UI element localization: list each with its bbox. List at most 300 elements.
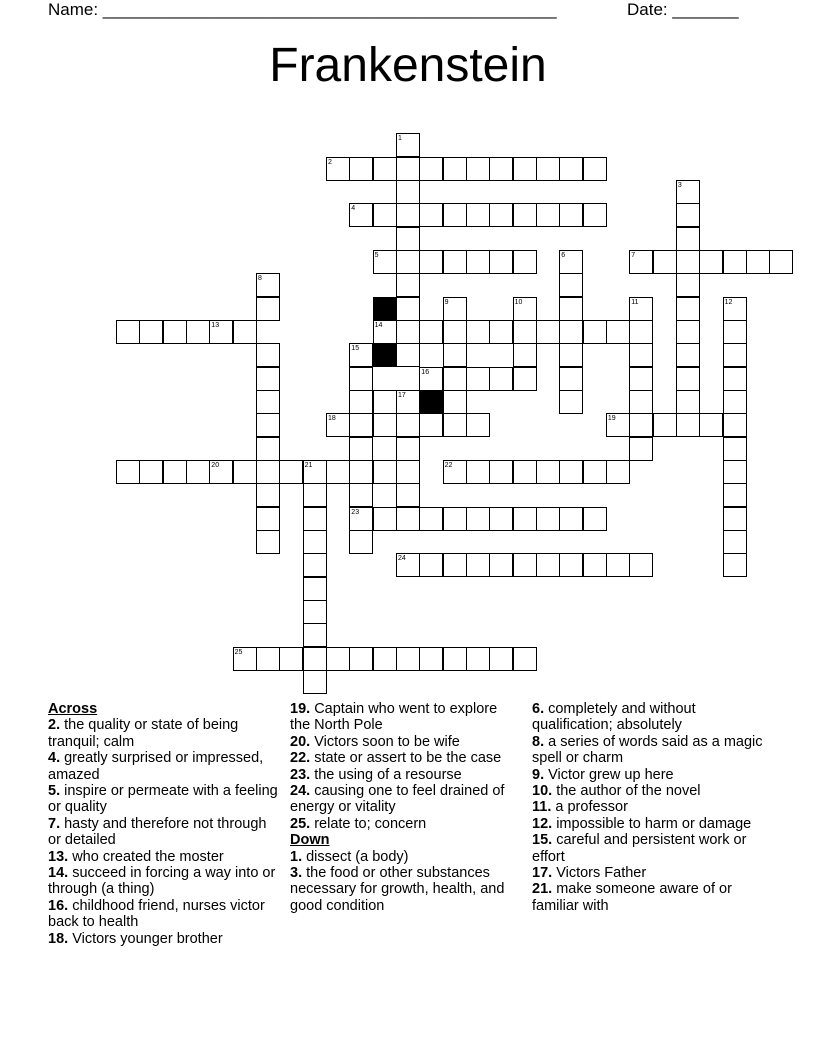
crossword-cell[interactable] xyxy=(233,647,257,671)
clue-text: the author of the novel xyxy=(552,783,701,800)
clues-column-2 xyxy=(290,701,520,914)
crossword-cell[interactable] xyxy=(279,460,303,484)
crossword-cell[interactable] xyxy=(396,157,420,181)
crossword-cell[interactable] xyxy=(699,250,723,274)
crossword-cell[interactable] xyxy=(396,180,420,204)
clue-number: 15 xyxy=(351,345,360,353)
clue-number: 14 xyxy=(374,322,383,329)
crossword-cell[interactable] xyxy=(723,507,747,531)
crossword-cell[interactable] xyxy=(583,507,607,531)
down-clue xyxy=(532,767,768,783)
crossword-cell[interactable] xyxy=(303,623,327,647)
crossword-cell[interactable] xyxy=(209,460,233,484)
crossword-cell[interactable] xyxy=(326,413,350,437)
across-clue xyxy=(48,865,278,898)
crossword-cell[interactable] xyxy=(653,413,677,437)
clue-number: 7 xyxy=(631,252,636,259)
crossword-cell[interactable] xyxy=(116,320,140,344)
crossword-cell[interactable] xyxy=(396,413,420,437)
crossword-cell[interactable] xyxy=(559,297,583,321)
crossword-cell[interactable] xyxy=(723,530,747,554)
crossword-cell[interactable] xyxy=(536,507,560,531)
clue-text: who created the moster xyxy=(68,848,224,865)
clue-number-label: 25. xyxy=(290,815,311,832)
crossword-cell[interactable] xyxy=(676,343,700,367)
crossword-cell[interactable] xyxy=(513,367,537,391)
crossword-cell[interactable] xyxy=(513,343,537,367)
clue-number-label: 10. xyxy=(532,783,553,800)
clue-text: inspire or permeate with a feeling or quality xyxy=(48,783,278,816)
crossword-cell[interactable] xyxy=(233,460,257,484)
crossword-cell[interactable] xyxy=(279,647,303,671)
crossword-cell[interactable] xyxy=(583,320,607,344)
crossword-cell[interactable] xyxy=(513,553,537,577)
crossword-cell[interactable] xyxy=(303,553,327,577)
crossword-cell[interactable] xyxy=(256,530,280,554)
crossword-cell[interactable] xyxy=(513,297,537,321)
clue-number: 6 xyxy=(561,252,566,259)
clue-text: Victors Father xyxy=(552,865,647,882)
crossword-cell[interactable] xyxy=(396,273,420,297)
crossword-cell[interactable] xyxy=(513,250,537,274)
clue-text: relate to; concern xyxy=(310,815,427,832)
down-clue xyxy=(532,734,768,767)
crossword-cell[interactable] xyxy=(419,203,443,227)
clue-number: 5 xyxy=(374,252,379,259)
name-line: Name: ________________________________________________ xyxy=(48,0,557,19)
crossword-cell[interactable] xyxy=(326,157,350,181)
crossword-cell[interactable] xyxy=(723,367,747,391)
crossword-cell[interactable] xyxy=(443,250,467,274)
crossword-cell[interactable] xyxy=(349,460,373,484)
crossword-cell[interactable] xyxy=(326,647,350,671)
crossword-cell[interactable] xyxy=(303,507,327,531)
clue-number-label: 11. xyxy=(532,799,552,816)
crossword-cell[interactable] xyxy=(746,250,770,274)
crossword-cell[interactable] xyxy=(443,343,467,367)
crossword-cell[interactable] xyxy=(513,460,537,484)
crossword-cell[interactable] xyxy=(256,413,280,437)
crossword-cell[interactable] xyxy=(163,460,187,484)
clue-text: the using of a resourse xyxy=(310,766,462,783)
crossword-cell[interactable] xyxy=(583,460,607,484)
crossword-cell[interactable] xyxy=(489,460,513,484)
across-clue xyxy=(290,767,520,783)
crossword-cell[interactable] xyxy=(373,413,397,437)
clue-number-label: 12. xyxy=(532,815,553,832)
crossword-cell[interactable] xyxy=(466,250,490,274)
crossword-cell[interactable] xyxy=(349,157,373,181)
crossword-cell[interactable] xyxy=(489,157,513,181)
clue-number-label: 7. xyxy=(48,815,61,832)
crossword-cell[interactable] xyxy=(443,320,467,344)
clue-text: Victors younger brother xyxy=(68,930,223,947)
clue-number-label: 8. xyxy=(532,733,545,750)
crossword-cell[interactable] xyxy=(676,413,700,437)
crossword-black-square xyxy=(373,297,397,321)
clue-number-label: 20. xyxy=(290,733,311,750)
crossword-cell[interactable] xyxy=(466,553,490,577)
clue-number-label: 15. xyxy=(532,832,553,849)
clue-text: a professor xyxy=(551,799,628,816)
clue-number: 23 xyxy=(351,508,360,516)
crossword-cell[interactable] xyxy=(513,647,537,671)
crossword-cell[interactable] xyxy=(466,367,490,391)
crossword-cell[interactable] xyxy=(559,367,583,391)
crossword-cell[interactable] xyxy=(676,250,700,274)
clue-number: 17 xyxy=(398,391,406,399)
across-heading: Across xyxy=(48,701,98,717)
down-clue xyxy=(532,701,768,734)
crossword-cell[interactable] xyxy=(233,320,257,344)
clue-text: dissect (a body) xyxy=(302,848,409,865)
crossword-cell[interactable] xyxy=(606,460,630,484)
crossword-cell[interactable] xyxy=(723,250,747,274)
across-clue xyxy=(290,816,520,832)
clue-number: 1 xyxy=(398,135,402,143)
down-heading: Down xyxy=(290,832,330,849)
crossword-cell[interactable] xyxy=(699,413,723,437)
crossword-cell[interactable] xyxy=(676,227,700,251)
crossword-cell[interactable] xyxy=(536,460,560,484)
crossword-cell[interactable] xyxy=(256,367,280,391)
crossword-cell[interactable] xyxy=(629,413,653,437)
crossword-cell[interactable] xyxy=(629,390,653,414)
crossword-cell[interactable] xyxy=(466,413,490,437)
crossword-cell[interactable] xyxy=(419,157,443,181)
crossword-cell[interactable] xyxy=(256,343,280,367)
crossword-cell[interactable] xyxy=(326,460,350,484)
crossword-cell[interactable] xyxy=(303,530,327,554)
clue-text: careful and persistent work or effort xyxy=(532,832,747,865)
crossword-cell[interactable] xyxy=(396,133,420,157)
crossword-cell[interactable] xyxy=(676,180,700,204)
crossword-cell[interactable] xyxy=(373,250,397,274)
crossword-cell[interactable] xyxy=(723,553,747,577)
across-clue xyxy=(48,717,278,750)
crossword-cell[interactable] xyxy=(349,413,373,437)
clue-number-label: 16. xyxy=(48,897,69,914)
crossword-cell[interactable] xyxy=(186,460,210,484)
across-clue xyxy=(290,701,520,734)
clue-number-label: 3. xyxy=(290,865,303,882)
crossword-cell[interactable] xyxy=(373,157,397,181)
crossword-cell[interactable] xyxy=(559,203,583,227)
clue-number: 13 xyxy=(211,322,220,329)
crossword-cell[interactable] xyxy=(396,647,420,671)
crossword-cell[interactable] xyxy=(373,460,397,484)
crossword-cell[interactable] xyxy=(676,273,700,297)
crossword-cell[interactable] xyxy=(396,483,420,507)
clue-number-label: 22. xyxy=(290,750,311,767)
crossword-cell[interactable] xyxy=(559,157,583,181)
crossword-cell[interactable] xyxy=(466,320,490,344)
crossword-cell[interactable] xyxy=(419,553,443,577)
clue-text: childhood friend, nurses victor back to health xyxy=(48,897,265,931)
crossword-cell[interactable] xyxy=(676,390,700,414)
crossword-cell[interactable] xyxy=(419,250,443,274)
down-clue xyxy=(532,799,768,815)
crossword-cell[interactable] xyxy=(303,670,327,694)
crossword-cell[interactable] xyxy=(583,203,607,227)
clue-number: 20 xyxy=(211,461,220,469)
down-clue xyxy=(290,849,520,865)
clue-number: 3 xyxy=(677,182,682,189)
crossword-cell[interactable] xyxy=(349,530,373,554)
clue-number: 19 xyxy=(607,415,616,423)
crossword-cell[interactable] xyxy=(349,437,373,461)
crossword-cell[interactable] xyxy=(489,367,513,391)
crossword-cell[interactable] xyxy=(629,367,653,391)
crossword-cell[interactable] xyxy=(536,320,560,344)
crossword-cell[interactable] xyxy=(396,460,420,484)
crossword-cell[interactable] xyxy=(419,367,443,391)
crossword-cell[interactable] xyxy=(723,437,747,461)
crossword-black-square xyxy=(373,343,397,367)
crossword-cell[interactable] xyxy=(256,647,280,671)
crossword-cell[interactable] xyxy=(489,553,513,577)
across-clue xyxy=(48,931,278,947)
crossword-cell[interactable] xyxy=(769,250,793,274)
crossword-cell[interactable] xyxy=(209,320,233,344)
across-clue xyxy=(48,898,278,931)
crossword-cell[interactable] xyxy=(303,600,327,624)
crossword-cell[interactable] xyxy=(349,343,373,367)
crossword-cell[interactable] xyxy=(489,647,513,671)
down-clue xyxy=(532,816,768,832)
clue-number: 16 xyxy=(421,368,430,376)
crossword-cell[interactable] xyxy=(443,367,467,391)
crossword-cell[interactable] xyxy=(396,227,420,251)
clue-text: make someone aware of or familiar with xyxy=(532,881,732,914)
clues-column-3 xyxy=(532,701,768,914)
crossword-cell[interactable] xyxy=(419,320,443,344)
crossword-cell[interactable] xyxy=(256,273,280,297)
crossword-cell[interactable] xyxy=(489,320,513,344)
crossword-cell[interactable] xyxy=(466,647,490,671)
clue-text: causing one to feel drained of energy or vitality xyxy=(290,783,505,816)
crossword-cell[interactable] xyxy=(443,297,467,321)
crossword-cell[interactable] xyxy=(256,483,280,507)
date-line: Date: _______ xyxy=(627,0,739,19)
crossword-cell[interactable] xyxy=(373,203,397,227)
crossword-cell[interactable] xyxy=(256,297,280,321)
clue-text: greatly surprised or impressed, amazed xyxy=(48,750,264,783)
crossword-cell[interactable] xyxy=(349,647,373,671)
crossword-cell[interactable] xyxy=(723,460,747,484)
clue-number-label: 17. xyxy=(532,865,553,882)
clue-number-label: 23. xyxy=(290,766,311,783)
crossword-cell[interactable] xyxy=(536,157,560,181)
crossword-cell[interactable] xyxy=(513,157,537,181)
crossword-cell[interactable] xyxy=(396,553,420,577)
clue-number-label: 13. xyxy=(48,848,69,865)
clue-number-label: 4. xyxy=(48,750,61,767)
crossword-cell[interactable] xyxy=(653,250,677,274)
crossword-cell[interactable] xyxy=(349,203,373,227)
crossword-cell[interactable] xyxy=(303,577,327,601)
crossword-cell[interactable] xyxy=(396,320,420,344)
down-clue xyxy=(532,783,768,799)
crossword-cell[interactable] xyxy=(466,507,490,531)
crossword-cell[interactable] xyxy=(443,413,467,437)
crossword-cell[interactable] xyxy=(349,390,373,414)
crossword-cell[interactable] xyxy=(723,297,747,321)
crossword-cell[interactable] xyxy=(256,460,280,484)
across-clue xyxy=(48,816,278,849)
crossword-cell[interactable] xyxy=(466,460,490,484)
crossword-cell[interactable] xyxy=(559,250,583,274)
crossword-cell[interactable] xyxy=(583,553,607,577)
crossword-cell[interactable] xyxy=(723,483,747,507)
clue-number-label: 14. xyxy=(48,865,69,882)
crossword-cell[interactable] xyxy=(559,273,583,297)
crossword-cell[interactable] xyxy=(676,297,700,321)
crossword-cell[interactable] xyxy=(466,203,490,227)
crossword-cell[interactable] xyxy=(723,413,747,437)
crossword-cell[interactable] xyxy=(443,647,467,671)
crossword-cell[interactable] xyxy=(443,157,467,181)
crossword-cell[interactable] xyxy=(396,297,420,321)
across-clue xyxy=(48,849,278,865)
crossword-cell[interactable] xyxy=(606,553,630,577)
crossword-cell[interactable] xyxy=(629,320,653,344)
down-clue xyxy=(532,832,768,865)
clue-number: 22 xyxy=(444,461,453,469)
crossword-cell[interactable] xyxy=(513,320,537,344)
crossword-cell[interactable] xyxy=(396,250,420,274)
crossword-cell[interactable] xyxy=(396,437,420,461)
clue-text: Victor grew up here xyxy=(544,766,674,783)
clue-number-label: 5. xyxy=(48,783,61,800)
crossword-cell[interactable] xyxy=(443,203,467,227)
crossword-cell[interactable] xyxy=(256,507,280,531)
crossword-cell[interactable] xyxy=(723,320,747,344)
crossword-cell[interactable] xyxy=(373,320,397,344)
crossword-cell[interactable] xyxy=(303,483,327,507)
clue-number-label: 18. xyxy=(48,930,69,947)
crossword-cell[interactable] xyxy=(583,157,607,181)
crossword-cell[interactable] xyxy=(629,553,653,577)
clue-number-label: 2. xyxy=(48,717,61,734)
clues-column-1 xyxy=(48,701,278,947)
crossword-cell[interactable] xyxy=(723,343,747,367)
crossword-cell[interactable] xyxy=(396,507,420,531)
crossword-cell[interactable] xyxy=(443,460,467,484)
crossword-cell[interactable] xyxy=(629,437,653,461)
crossword-cell[interactable] xyxy=(419,413,443,437)
crossword-cell[interactable] xyxy=(629,250,653,274)
clue-number-label: 19. xyxy=(290,701,311,717)
crossword-cell[interactable] xyxy=(513,507,537,531)
crossword-cell[interactable] xyxy=(513,203,537,227)
crossword-cell[interactable] xyxy=(466,157,490,181)
down-clue xyxy=(290,865,520,914)
clue-number: 24 xyxy=(398,555,406,563)
crossword-cell[interactable] xyxy=(629,297,653,321)
clue-number: 2 xyxy=(328,158,332,166)
clue-number: 25 xyxy=(234,648,243,656)
crossword-cell[interactable] xyxy=(443,553,467,577)
clue-number-label: 6. xyxy=(532,701,545,717)
crossword-cell[interactable] xyxy=(629,343,653,367)
clue-number-label: 24. xyxy=(290,783,311,800)
crossword-cell[interactable] xyxy=(536,553,560,577)
clue-number: 9 xyxy=(444,298,449,306)
crossword-cell[interactable] xyxy=(489,507,513,531)
down-clue xyxy=(532,865,768,881)
crossword-cell[interactable] xyxy=(419,647,443,671)
crossword-cell[interactable] xyxy=(139,320,163,344)
across-clue xyxy=(48,750,278,783)
crossword-cell[interactable] xyxy=(139,460,163,484)
crossword-cell[interactable] xyxy=(559,507,583,531)
crossword-cell[interactable] xyxy=(396,343,420,367)
clue-number-label: 1. xyxy=(290,848,303,865)
clue-number: 4 xyxy=(351,205,356,213)
crossword-cell[interactable] xyxy=(303,647,327,671)
crossword-cell[interactable] xyxy=(373,390,397,414)
crossword-black-square xyxy=(419,390,443,414)
crossword-cell[interactable] xyxy=(559,390,583,414)
crossword-cell[interactable] xyxy=(396,203,420,227)
clue-number: 11 xyxy=(631,298,639,306)
clue-number: 21 xyxy=(304,461,313,469)
across-clue xyxy=(290,734,520,750)
clue-number: 18 xyxy=(328,415,336,423)
crossword-cell[interactable] xyxy=(606,320,630,344)
crossword-cell[interactable] xyxy=(536,203,560,227)
down-clue xyxy=(532,881,768,914)
crossword-cell[interactable] xyxy=(723,390,747,414)
crossword-cell[interactable] xyxy=(559,460,583,484)
crossword-cell[interactable] xyxy=(559,343,583,367)
crossword-cell[interactable] xyxy=(163,320,187,344)
across-clue xyxy=(290,750,520,766)
crossword-cell[interactable] xyxy=(256,390,280,414)
crossword-cell[interactable] xyxy=(373,647,397,671)
crossword-cell[interactable] xyxy=(443,507,467,531)
crossword-cell[interactable] xyxy=(419,507,443,531)
crossword-cell[interactable] xyxy=(489,250,513,274)
crossword-cell[interactable] xyxy=(676,320,700,344)
clue-text: completely and without qualification; absolutely xyxy=(532,701,696,734)
crossword-cell[interactable] xyxy=(373,507,397,531)
crossword-cell[interactable] xyxy=(443,390,467,414)
clue-text: Captain who went to explore the North Pole xyxy=(290,701,498,734)
crossword-cell[interactable] xyxy=(396,390,420,414)
clue-text: hasty and therefore not through or detailed xyxy=(48,815,267,849)
crossword-cell[interactable] xyxy=(559,553,583,577)
crossword-cell[interactable] xyxy=(186,320,210,344)
crossword-cell[interactable] xyxy=(559,320,583,344)
clue-text: succeed in forcing a way into or through (a thing) xyxy=(48,865,276,898)
across-clue xyxy=(290,783,520,816)
crossword-cell[interactable] xyxy=(349,483,373,507)
crossword-cell[interactable] xyxy=(676,203,700,227)
crossword-cell[interactable] xyxy=(489,203,513,227)
crossword-cell[interactable] xyxy=(256,437,280,461)
clue-text: Victors soon to be wife xyxy=(310,733,460,750)
clue-text: the food or other substances necessary for growth, health, and good condition xyxy=(290,865,505,914)
crossword-cell[interactable] xyxy=(349,367,373,391)
clue-text: a series of words said as a magic spell or charm xyxy=(532,733,763,767)
crossword-cell[interactable] xyxy=(116,460,140,484)
crossword-cell[interactable] xyxy=(303,460,327,484)
crossword-cell[interactable] xyxy=(349,507,373,531)
crossword-cell[interactable] xyxy=(676,367,700,391)
crossword-cell[interactable] xyxy=(606,413,630,437)
